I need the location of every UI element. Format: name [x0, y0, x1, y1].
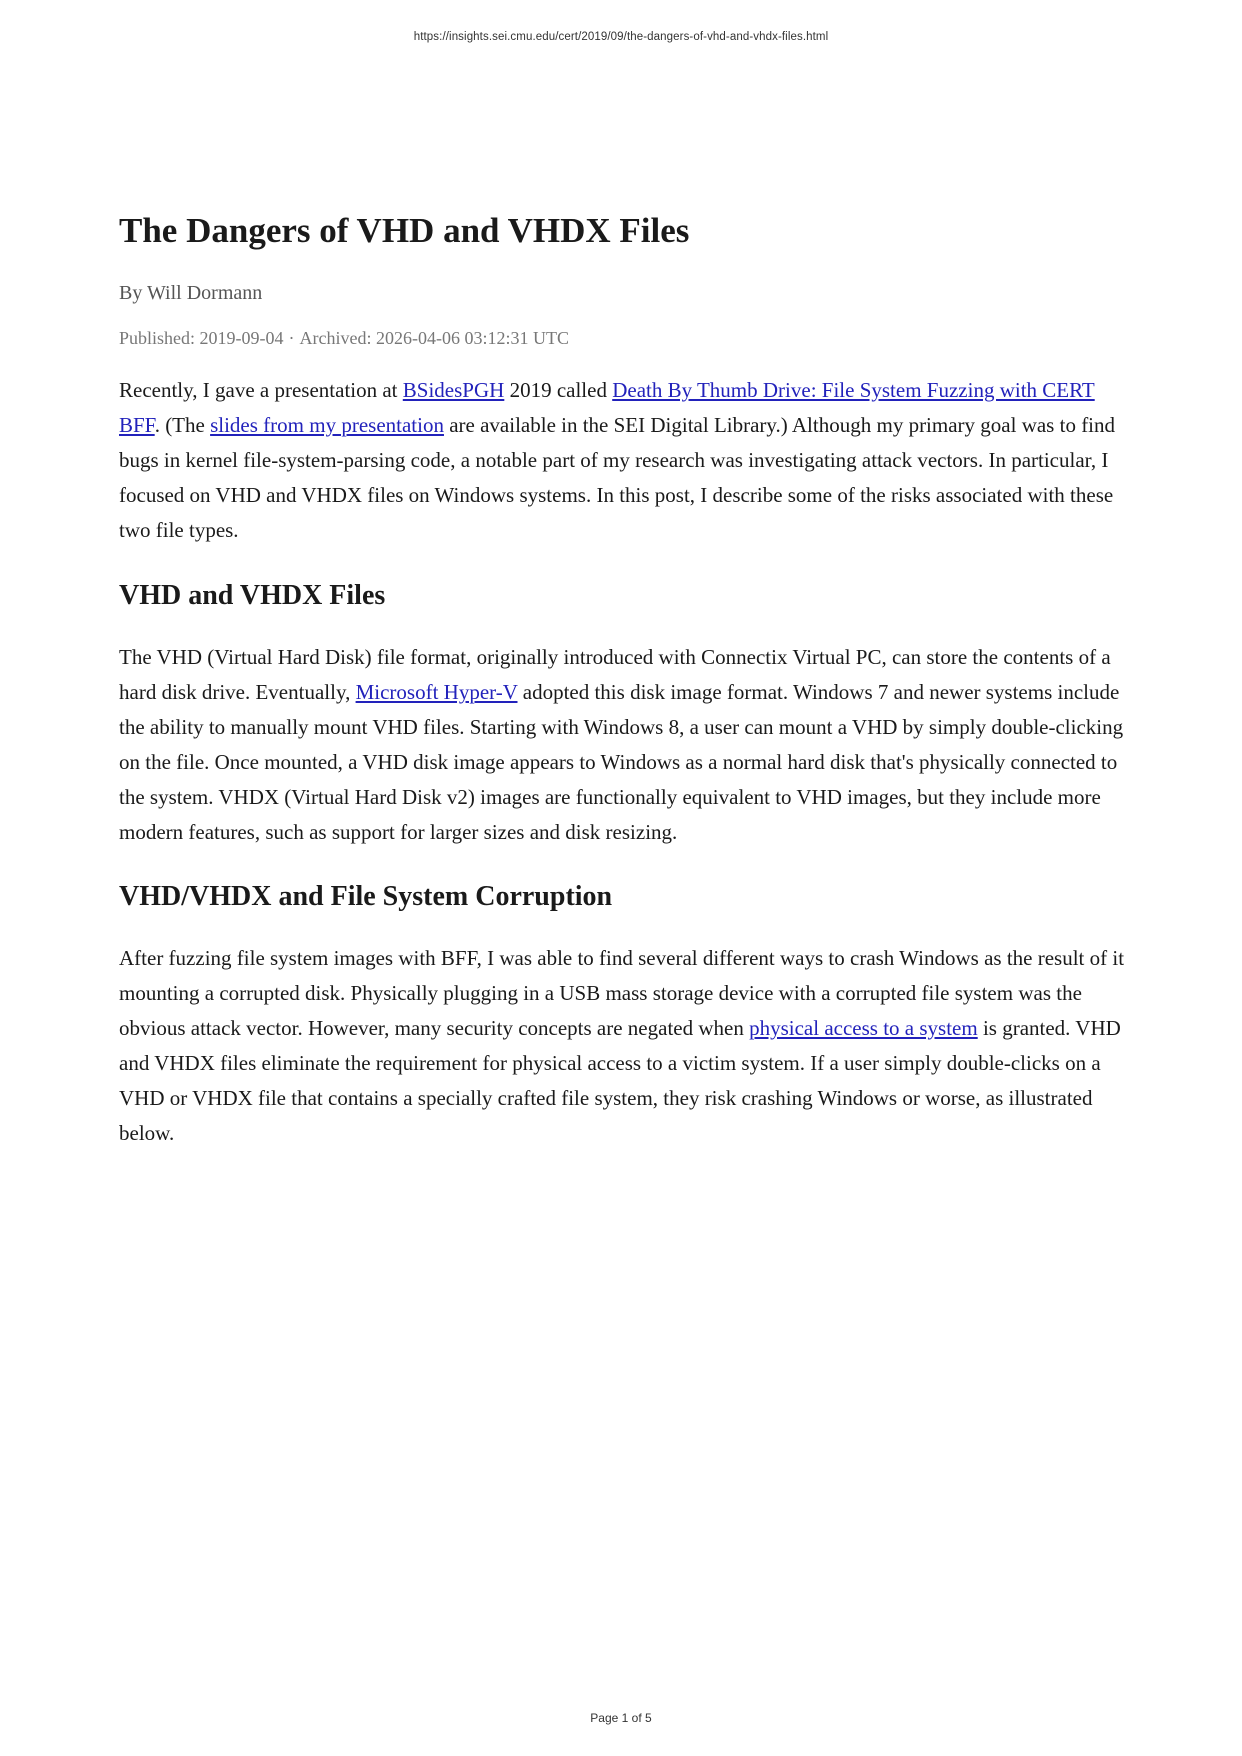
page-number-footer: Page 1 of 5	[590, 1711, 652, 1725]
bsidespgh-link[interactable]: BSidesPGH	[402, 378, 505, 402]
vhd-text-2: adopted this disk image format. Windows 7 and newer systems include the ability to manually mount VHD files. Starting with Windows 8, a user can mount a VHD by simply double-clicking on the file. Once mounted, a VHD disk image appears to Windows as a normal hard disk that's physically connected to the system. VHDX (Virtual Hard Disk v2) images are functionally equivalent to VHD images, but they include more modern features, such as support for larger sizes and disk resizing.	[119, 680, 1124, 844]
vhd-description-paragraph	[119, 640, 1129, 850]
archived-date: Archived: 2026-04-06 03:12:31 UTC	[299, 328, 569, 348]
published-date: Published: 2019-09-04	[119, 328, 284, 348]
meta-separator: ·	[288, 328, 295, 348]
intro-text-1: Recently, I gave a presentation at	[119, 378, 403, 402]
corruption-text-1: After fuzzing file system images with BFF, I was able to find several different ways to crash Windows as the result of it mounting a corrupted disk. Physically plugging in a USB mass storage device with a corrupted file system was the obvious attack vector. However, many security concepts are negated when	[119, 946, 1125, 1040]
article-title: The Dangers of VHD and VHDX Files	[119, 211, 690, 250]
intro-text-2: 2019 called	[504, 378, 613, 402]
section-heading-vhd-vhdx: VHD and VHDX Files	[119, 580, 386, 611]
physical-access-link[interactable]: physical access to a system	[749, 1016, 978, 1040]
intro-text-3: . (The	[154, 413, 211, 437]
publication-meta	[119, 326, 1129, 350]
intro-paragraph	[119, 373, 1129, 548]
presentation-slides-link[interactable]: slides from my presentation	[210, 413, 444, 437]
article	[119, 210, 1129, 1151]
page-url-header: https://insights.sei.cmu.edu/cert/2019/09/the-dangers-of-vhd-and-vhdx-files.html	[413, 31, 829, 43]
death-by-thumb-drive-link[interactable]: Death By Thumb Drive: File System Fuzzing with CERT BFF	[119, 378, 1095, 437]
corruption-paragraph	[119, 941, 1129, 1151]
hyper-v-link[interactable]: Microsoft Hyper-V	[355, 680, 518, 704]
author-byline: By Will Dormann	[119, 282, 263, 304]
section-heading-corruption: VHD/VHDX and File System Corruption	[119, 881, 613, 912]
corruption-text-2: is granted. VHD and VHDX files eliminate the requirement for physical access to a victim system. If a user simply double-clicks on a VHD or VHDX file that contains a specially crafted file system, they risk crashing Windows or worse, as illustrated below.	[119, 1016, 1121, 1145]
intro-text-4: are available in the SEI Digital Library.) Although my primary goal was to find bugs in kernel file-system-parsing code, a notable part of my research was investigating attack vectors. In particular, I focused on VHD and VHDX files on Windows systems. In this post, I describe some of the risks associated with these two file types.	[119, 413, 1116, 542]
vhd-text-1: The VHD (Virtual Hard Disk) file format, originally introduced with Connectix Virtual PC, can store the contents of a hard disk drive. Eventually,	[119, 645, 1111, 704]
